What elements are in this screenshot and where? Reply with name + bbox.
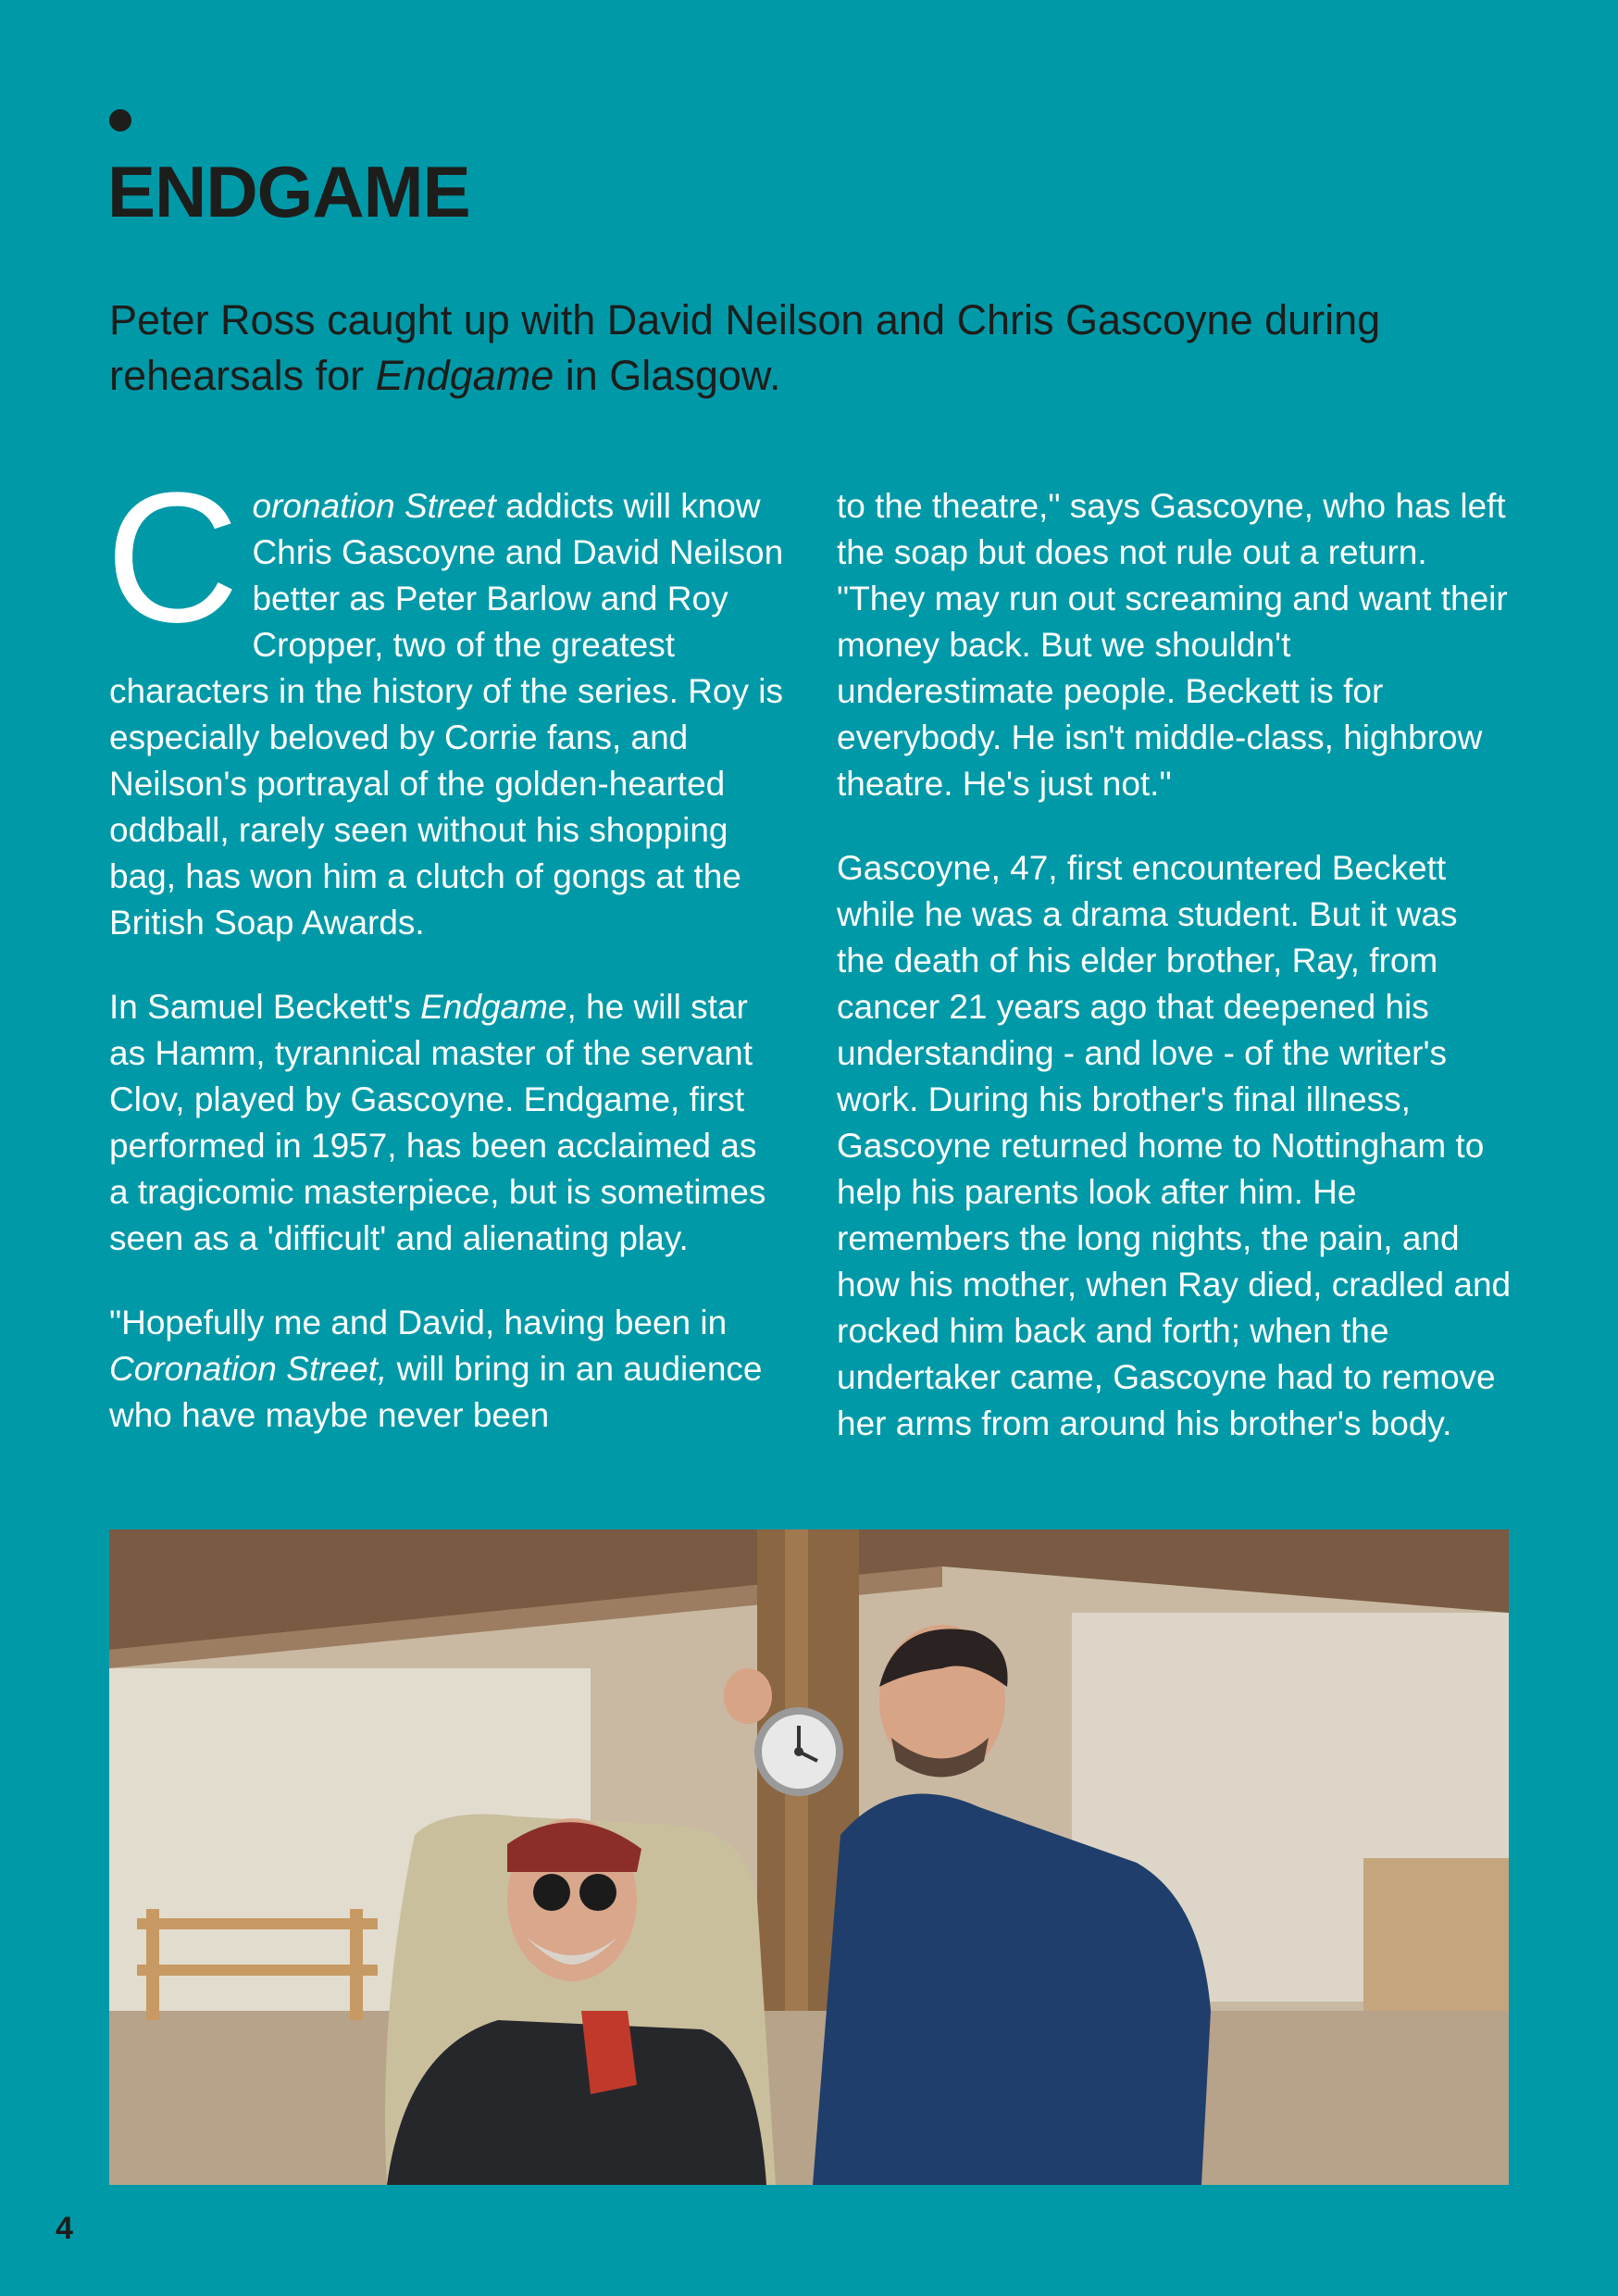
rehearsal-photo [109,1529,1509,2185]
article-italic: Endgame [420,988,567,1026]
page-title: ENDGAME [107,151,470,232]
title-bullet [109,109,131,131]
page-number: 4 [56,2211,73,2246]
article-italic: oronation Street [252,487,496,525]
article-column-left [106,455,785,1477]
standfirst [109,293,1516,404]
article-paragraph-4: Gascoyne, 47, first encountered Beckett while he was a drama student. But it was the death of his elder brother, Ray, from cancer 21 years ago that deepened his understanding - and love - of the writer's work. During his brother's final illness, Gascoyne returned home to Nottingham to help his parents look after him. He remembers the long nights, the pain, and how his mother, when Ray died, cradled and rocked him back and forth; when the undertaker came, Gascoyne had to remove her arms from around his brother's body. [837,849,1512,1442]
article-paragraph-2 [109,984,785,1262]
standfirst-italic: Endgame [375,352,554,399]
article-text: addicts will know Chris Gascoyne and David Neilson better as Peter Barlow and Roy Cropper, two of the greatest characters in the history of the series. Roy is especially beloved by Corrie fans, and Neilson's portrayal of the golden-hearted oddball, rarely seen without his shopping bag, has won him a clutch of gongs at the British Soap Awards. [109,487,784,942]
article-text: will bring in an audience who have maybe never been [109,1350,763,1434]
article-text: In Samuel Beckett's [109,988,421,1026]
article-paragraph-3 [109,1300,785,1439]
rehearsal-photo-illustration [109,1529,1509,2185]
article-text: "Hopefully me and David, having been in [109,1304,728,1341]
article-paragraph-3-continued: to the theatre," says Gascoyne, who has left the soap but does not rule out a return. "They may run out screaming and want their money back. But we shouldn't underestimate people. Beckett is for everybody. He isn't middle-class, highbrow theatre. He's just not." [837,487,1508,803]
article-paragraph-1 [106,455,785,946]
drop-cap: C [106,455,240,661]
article-text: , he will star as Hamm, tyrannical master of the servant Clov, played by Gascoyne. Endgame, first performed in 1957, has been acclaimed as a tragicomic masterpiece, but is sometimes seen as a 'difficult' and alienating play. [109,988,766,1257]
standfirst-text-end: in Glasgow. [554,352,781,399]
standfirst-text: Peter Ross caught up with David Neilson and Chris Gascoyne during rehearsals for [109,296,1381,399]
article-italic: Coronation Street, [109,1350,388,1388]
article-column-right [837,483,1512,1485]
